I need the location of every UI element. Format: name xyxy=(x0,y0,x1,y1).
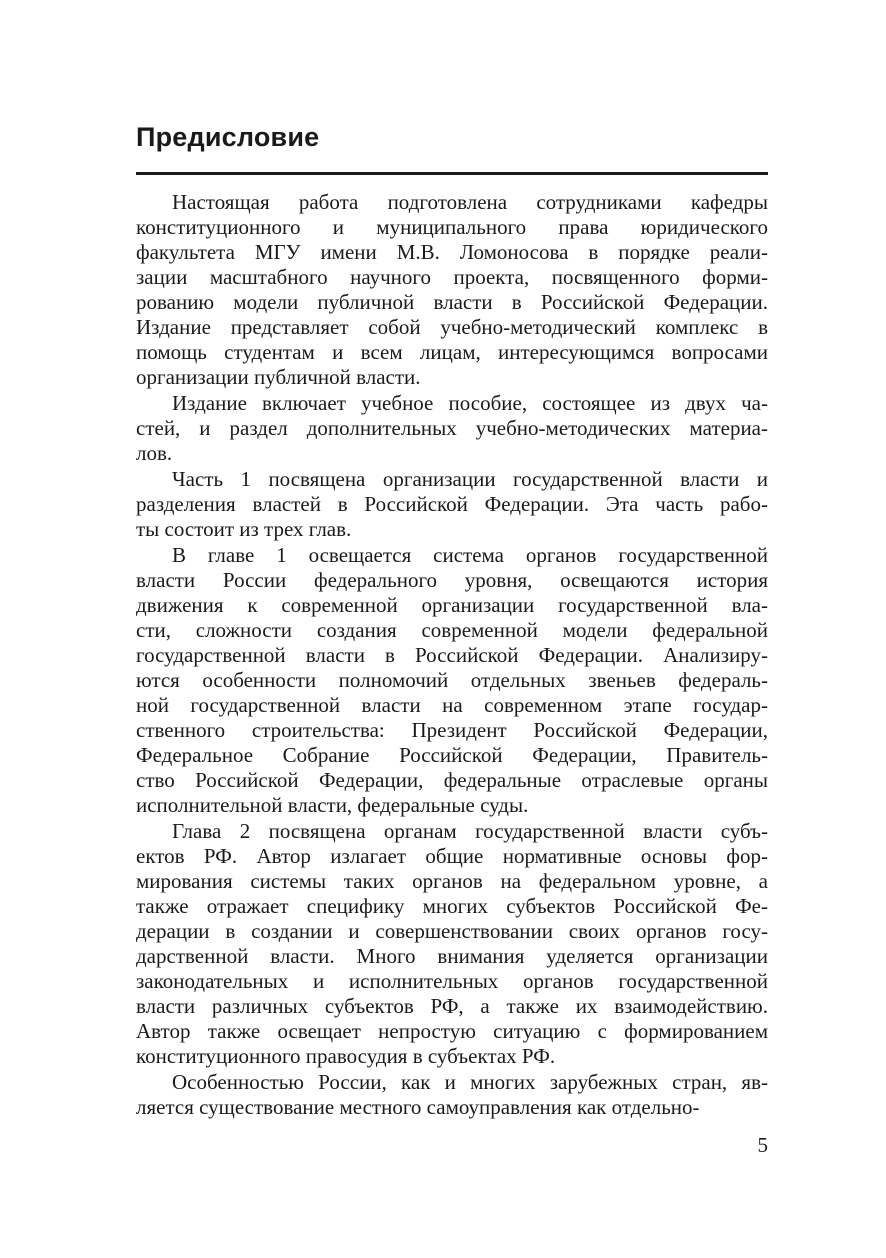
text-line: организации публичной власти. xyxy=(136,365,421,389)
text-line: власти различных субъектов РФ, а также их взаимодействию. xyxy=(136,994,768,1018)
text-line: конституционного и муниципального права юридического xyxy=(136,215,768,239)
text-line: разделения властей в Российской Федерации. Эта часть рабо- xyxy=(136,492,768,516)
text-line: Федеральное Собрание Российской Федерации, Правитель- xyxy=(136,743,768,767)
text-line: ной государственной власти на современном этапе государ- xyxy=(136,693,768,717)
text-line: дарственной власти. Много внимания уделяется организации xyxy=(136,944,768,968)
paragraph xyxy=(136,467,768,542)
text-line: мирования системы таких органов на федеральном уровне, а xyxy=(136,869,768,893)
paragraph xyxy=(136,819,768,1069)
text-line: также отражает специфику многих субъектов Российской Фе- xyxy=(136,894,768,918)
text-line: помощь студентам и всем лицам, интересующимся вопросами xyxy=(136,340,768,364)
text-line: Часть 1 посвящена организации государственной власти и xyxy=(172,467,768,491)
text-line: ляется существование местного самоуправления как отдельно- xyxy=(136,1095,700,1119)
text-line: рованию модели публичной власти в Российской Федерации. xyxy=(136,290,768,314)
paragraph xyxy=(136,1070,768,1120)
text-line: Настоящая работа подготовлена сотрудниками кафедры xyxy=(172,190,768,214)
text-line: стей, и раздел дополнительных учебно-методических материа- xyxy=(136,416,768,440)
text-line: конституционного правосудия в субъектах РФ. xyxy=(136,1044,556,1068)
text-line: ство Российской Федерации, федеральные отраслевые органы xyxy=(136,768,768,792)
text-line: исполнительной власти, федеральные суды. xyxy=(136,793,529,817)
page-title: Предисловие xyxy=(136,122,320,152)
text-line: ственного строительства: Президент Российской Федерации, xyxy=(136,718,768,742)
text-line: сти, сложности создания современной модели федеральной xyxy=(136,618,768,642)
text-line: законодательных и исполнительных органов государственной xyxy=(136,969,768,993)
text-line: Издание представляет собой учебно-методический комплекс в xyxy=(136,315,768,339)
paragraph xyxy=(136,190,768,390)
text-line: лов. xyxy=(136,441,173,465)
text-line: ются особенности полномочий отдельных звеньев федераль- xyxy=(136,668,768,692)
text-line: Особенностью России, как и многих зарубежных стран, яв- xyxy=(172,1070,768,1094)
text-line: государственной власти в Российской Федерации. Анализиру- xyxy=(136,643,768,667)
page-number: 5 xyxy=(757,1133,768,1157)
text-line: Издание включает учебное пособие, состоящее из двух ча- xyxy=(172,391,768,415)
title-underline-rule xyxy=(136,172,768,175)
paragraph xyxy=(136,391,768,466)
text-line: Автор также освещает непростую ситуацию с формированием xyxy=(136,1019,768,1043)
text-line: дерации в создании и совершенствовании своих органов госу- xyxy=(136,919,768,943)
paragraph xyxy=(136,543,768,818)
text-line: зации масштабного научного проекта, посвященного форми- xyxy=(136,265,768,289)
text-line: Глава 2 посвящена органам государственной власти субъ- xyxy=(172,819,768,843)
text-line: ектов РФ. Автор излагает общие нормативные основы фор- xyxy=(136,844,768,868)
text-line: В главе 1 освещается система органов государственной xyxy=(172,543,768,567)
text-line: движения к современной организации государственной вла- xyxy=(136,593,768,617)
body-text xyxy=(136,190,768,1121)
text-line: факультета МГУ имени М.В. Ломоносова в порядке реали- xyxy=(136,240,768,264)
text-line: власти России федерального уровня, освещаются история xyxy=(136,568,768,592)
text-line: ты состоит из трех глав. xyxy=(136,517,352,541)
